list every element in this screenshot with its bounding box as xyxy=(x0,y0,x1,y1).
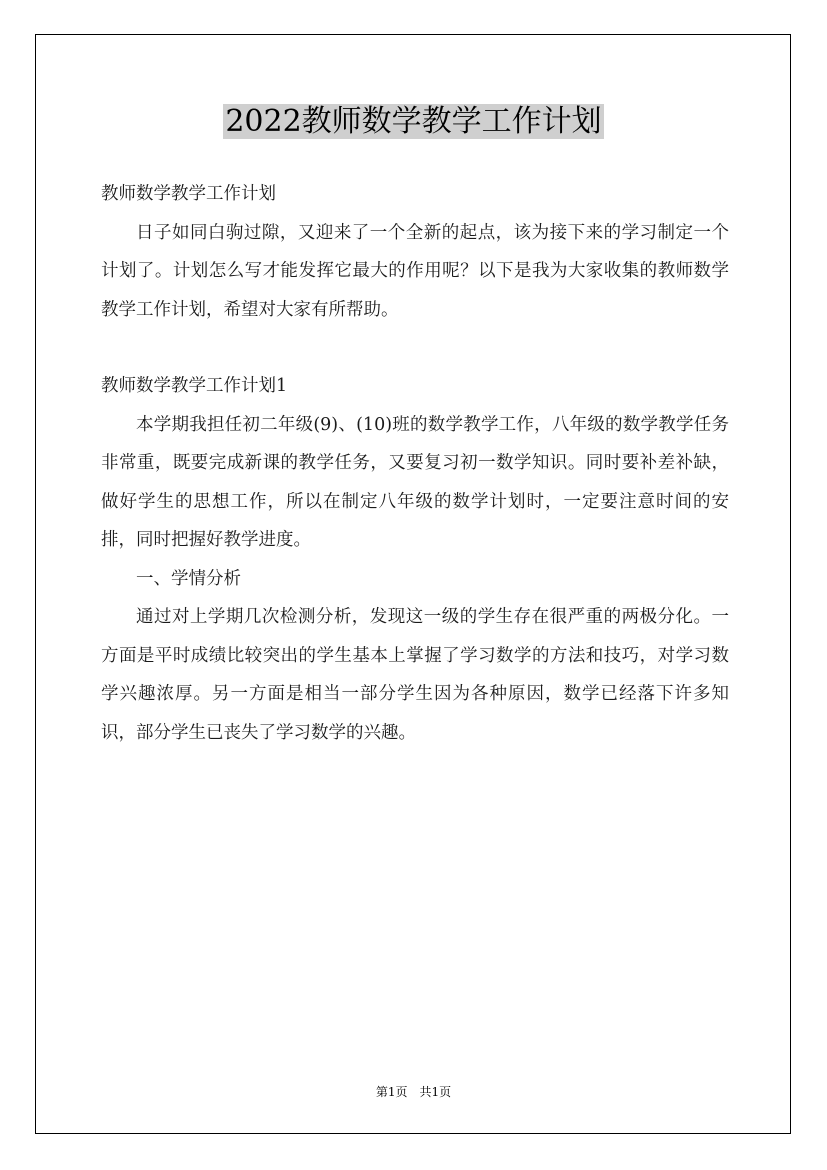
document-title xyxy=(0,101,827,143)
sub-heading-analysis: 一、学情分析 xyxy=(136,568,241,589)
section-paragraph-1: 本学期我担任初二年级(9)、(10)班的数学教学工作，八年级的数学教学任务非常重，既要完成新课的教学任务，又要复习初一数学知识。同时要补差补缺，做好学生的思想工作，所以在制定八年级的数学计划时，一定要注意时间的安排，同时把握好教学进度。 xyxy=(101,414,729,550)
document-body xyxy=(101,175,729,752)
section-paragraph-2: 通过对上学期几次检测分析，发现这一级的学生存在很严重的两极分化。一方面是平时成绩比较突出的学生基本上掌握了学习数学的方法和技巧，对学习数学兴趣浓厚。另一方面是相当一部分学生因为各种原因，数学已经落下许多知识，部分学生已丧失了学习数学的兴趣。 xyxy=(101,607,729,743)
subtitle: 教师数学教学工作计划 xyxy=(101,184,276,204)
page-footer: 第1页 共1页 xyxy=(375,1085,452,1099)
section-heading: 教师数学教学工作计划1 xyxy=(101,376,288,396)
intro-paragraph: 日子如同白驹过隙，又迎来了一个全新的起点，该为接下来的学习制定一个计划了。计划怎么写才能发挥它最大的作用呢？以下是我为大家收集的教师数学教学工作计划，希望对大家有所帮助。 xyxy=(101,222,729,320)
document-title-text: 2022教师数学教学工作计划 xyxy=(225,104,602,139)
paragraph-gap xyxy=(101,329,729,367)
